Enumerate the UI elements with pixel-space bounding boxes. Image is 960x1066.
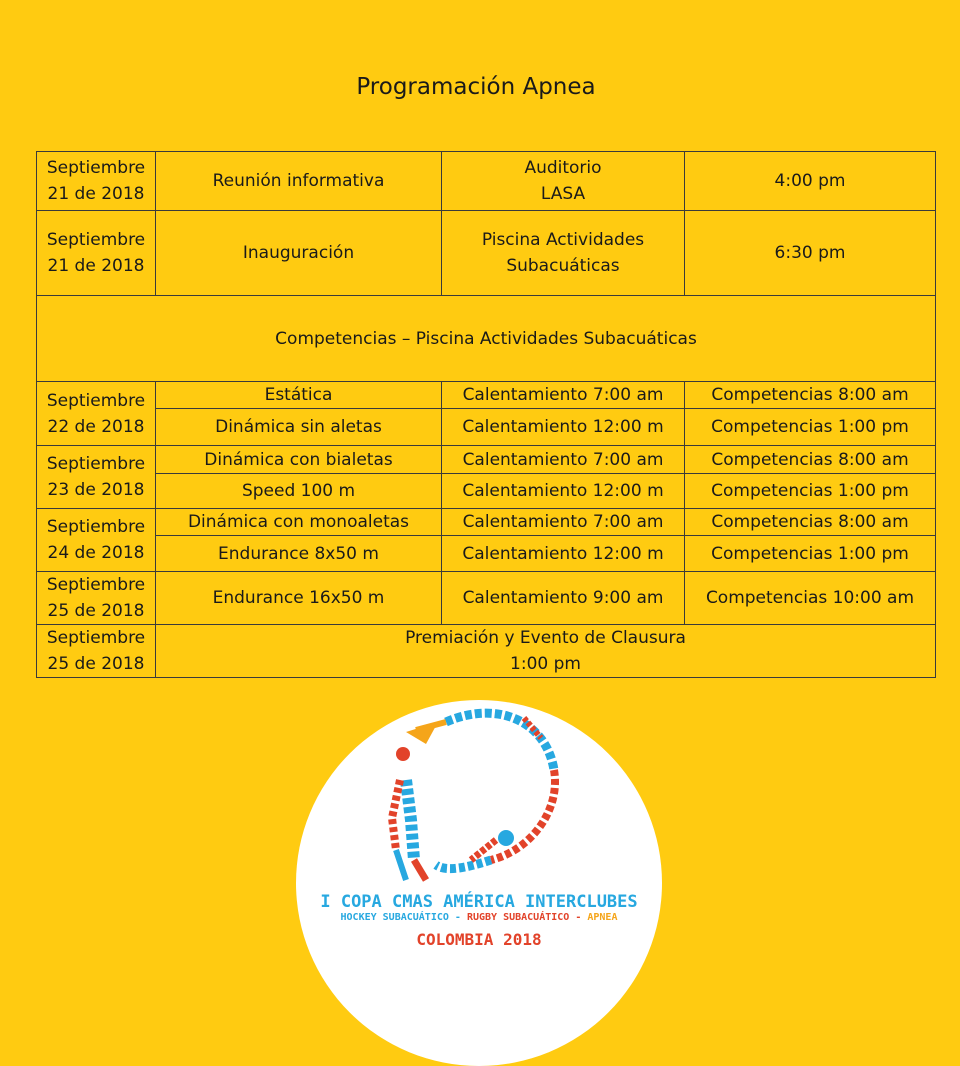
table-row	[37, 509, 936, 536]
player-figure-icon	[392, 747, 426, 880]
logo-apnea: APNEA	[587, 912, 618, 923]
date-month: Septiembre	[46, 575, 146, 595]
table-row	[37, 382, 936, 409]
section-header: Competencias – Piscina Actividades Subacuáticas	[37, 296, 936, 382]
warmup-cell: Calentamiento 12:00 m	[442, 409, 685, 446]
date-cell	[37, 625, 156, 678]
date-month: Septiembre	[46, 230, 146, 250]
discipline-cell: Dinámica sin aletas	[156, 409, 442, 446]
date-cell	[37, 211, 156, 296]
place-line: Auditorio	[524, 158, 602, 178]
competition-time-cell: Competencias 8:00 am	[685, 446, 936, 474]
table-row	[37, 446, 936, 474]
competition-time-cell: Competencias 8:00 am	[685, 509, 936, 536]
date-day: 25 de 2018	[47, 601, 145, 621]
date-day: 21 de 2018	[47, 256, 145, 276]
date-cell	[37, 382, 156, 446]
competition-time-cell: Competencias 10:00 am	[685, 572, 936, 625]
discipline-cell: Estática	[156, 382, 442, 409]
competition-time-cell: Competencias 1:00 pm	[685, 409, 936, 446]
closing-title: Premiación y Evento de Clausura	[405, 628, 686, 648]
warmup-cell: Calentamiento 7:00 am	[442, 509, 685, 536]
logo-rugby: RUGBY SUBACUÁTICO -	[466, 912, 588, 923]
competition-time-cell: Competencias 8:00 am	[685, 382, 936, 409]
table-row	[37, 474, 936, 509]
table-row	[37, 152, 936, 211]
discipline-cell: Endurance 8x50 m	[156, 536, 442, 572]
warmup-cell: Calentamiento 7:00 am	[442, 382, 685, 409]
place-line: Piscina Actividades	[481, 230, 645, 250]
event-cell: Inauguración	[156, 211, 442, 296]
discipline-cell: Dinámica con monoaletas	[156, 509, 442, 536]
date-month: Septiembre	[46, 158, 146, 178]
date-month: Septiembre	[46, 454, 146, 474]
discipline-cell: Dinámica con bialetas	[156, 446, 442, 474]
page-title: Programación Apnea	[356, 74, 596, 100]
date-day: 21 de 2018	[47, 184, 145, 204]
place-cell	[442, 152, 685, 211]
date-cell	[37, 572, 156, 625]
table-row	[37, 625, 936, 678]
date-cell	[37, 446, 156, 509]
warmup-cell: Calentamiento 12:00 m	[442, 536, 685, 572]
logo-subtitle	[296, 912, 662, 923]
competition-time-cell: Competencias 1:00 pm	[685, 536, 936, 572]
event-cell: Reunión informativa	[156, 152, 442, 211]
logo-country-year: COLOMBIA 2018	[416, 930, 542, 949]
table-row	[37, 296, 936, 382]
date-cell	[37, 509, 156, 572]
logo-title: I COPA CMAS AMÉRICA INTERCLUBES	[320, 892, 638, 912]
date-day: 23 de 2018	[47, 480, 145, 500]
table-row	[37, 536, 936, 572]
table-row	[37, 211, 936, 296]
date-month: Septiembre	[46, 628, 146, 648]
closing-cell	[156, 625, 936, 678]
warmup-cell: Calentamiento 9:00 am	[442, 572, 685, 625]
date-month: Septiembre	[46, 390, 146, 411]
discipline-cell: Endurance 16x50 m	[156, 572, 442, 625]
place-cell	[442, 211, 685, 296]
logo-hockey: HOCKEY SUBACUÁTICO -	[340, 912, 467, 923]
time-cell: 4:00 pm	[685, 152, 936, 211]
warmup-cell: Calentamiento 12:00 m	[442, 474, 685, 509]
competition-time-cell: Competencias 1:00 pm	[685, 474, 936, 509]
schedule-table	[36, 151, 936, 678]
time-cell: 6:30 pm	[685, 211, 936, 296]
place-line: LASA	[540, 184, 586, 204]
date-cell	[37, 152, 156, 211]
table-row	[37, 409, 936, 446]
date-month: Septiembre	[46, 517, 146, 537]
place-line: Subacuáticas	[506, 256, 620, 276]
table-row	[37, 572, 936, 625]
warmup-cell: Calentamiento 7:00 am	[442, 446, 685, 474]
discipline-cell: Speed 100 m	[156, 474, 442, 509]
closing-time: 1:00 pm	[510, 654, 581, 674]
event-logo	[296, 700, 662, 1066]
date-day: 24 de 2018	[47, 543, 145, 563]
date-day: 22 de 2018	[47, 416, 145, 437]
date-day: 25 de 2018	[47, 654, 145, 674]
